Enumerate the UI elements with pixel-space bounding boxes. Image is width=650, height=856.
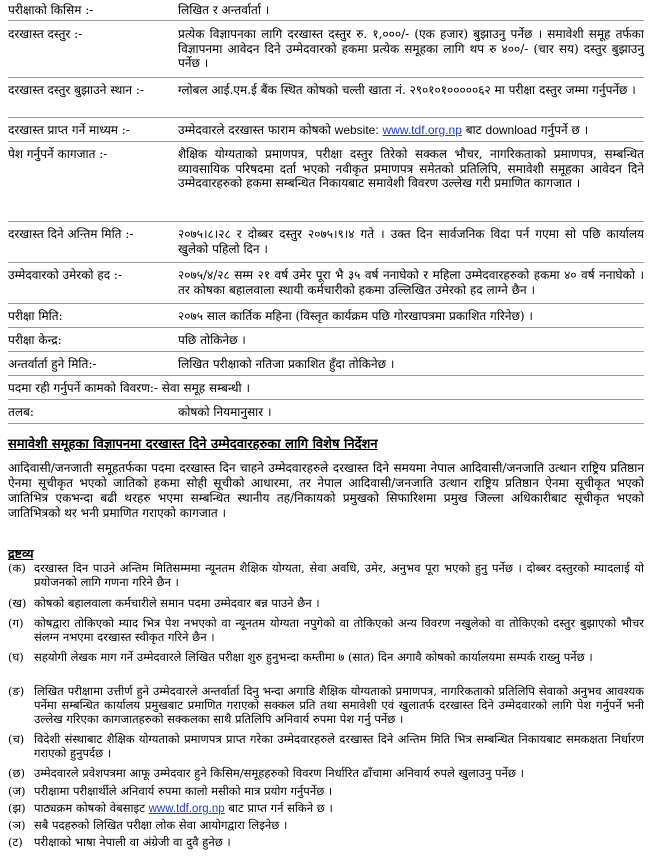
row-divider xyxy=(8,141,644,142)
detail-value-text: उम्मेदवारले दरखास्त फाराम कोषको xyxy=(178,123,335,137)
detail-value: २०७५ साल कार्तिक महिना (विस्तृत कार्यक्रम पछि गोरखापत्रमा प्रकाशित गरिनेछ) । xyxy=(178,309,533,323)
notes-heading: द्रष्टव्य xyxy=(8,546,34,561)
syllabus-website-link[interactable]: www.tdf.org.np xyxy=(148,803,225,815)
row-divider xyxy=(8,375,644,376)
note-marker: (ङ) xyxy=(8,684,25,698)
note-text: उम्मेदवारले प्रवेशपत्रमा आफू उम्मेदवार हुने किसिम/समूहहरुको विवरण निर्धारित ढाँचामा अनिवार्य रुपले खुलाउनु पर्नेछ । xyxy=(34,766,525,780)
row-divider xyxy=(8,20,644,21)
detail-value-text: बाट xyxy=(461,123,486,137)
detail-label: पेश गर्नुपर्ने कागजात :- xyxy=(8,147,108,161)
note-text: कोषको बहालवाला कर्मचारीले समान पदमा उम्मेदवार बन्न पाउने छैन । xyxy=(34,596,320,610)
note-text: लिखित परीक्षामा उत्तीर्ण हुने उम्मेदवारले अन्तर्वार्ता दिनु भन्दा अगाडि शैक्षिक योग्यताको प्रमाणपत्र, नागरिकताको प्रतिलिपि सेवाको अनुभव आवश्यक पर्नेमा सम्बन्धित कार्यालय प्रमुखबाट प्रमाणित गराएको सक्कल प्रति तथा समावेशी एवं खुलातर्फ दरखास्त दिने उम्मेदवारको लागि पेश गर्नुपर्ने भनी उल्लेख गरिएका कागजातहरुको सक्कलका साथै प्रतिलिपि अनिवार्य रुपमा पेश गर्नु पर्नेछ । xyxy=(34,684,644,727)
detail-value: लिखित परीक्षाको नतिजा प्रकाशित हुँदा तोकिनेछ । xyxy=(178,357,395,371)
note-marker: (ज) xyxy=(8,784,26,798)
detail-value: २०७५/४/२८ सम्म २१ वर्ष उमेर पूरा भै ३५ वर्ष ननाघेको र महिला उम्मेदवारहरुको हकमा ४० वर्ष ननाघेको । तर कोषका बहालवाला स्थायी कर्मचारीको हकमा उल्लिखित उमेरको हद लाग्ने छैन । xyxy=(178,268,644,297)
note-text-pre: पाठ्यक्रम कोषको वेबसाइट xyxy=(34,801,149,815)
note-text: कोषद्वारा तोकिएको म्याद भित्र पेश नभएको वा न्यूनतम योग्यता नपुगेको वा तोकिएको अन्य विवरण नखुलेको वा तोकिएको दस्तुर बुझाएको भौचर संलग्न नभएमा दरखास्त स्वीकृत गरिने छैन । xyxy=(34,616,644,645)
detail-value: ग्लोबल आई.एम.ई बैंक स्थित कोषको चल्ती खाता नं. २९०१०१०००००६२ मा परीक्षा दस्तुर जम्मा गर्नुपर्नेछ । xyxy=(178,83,636,97)
detail-label: परीक्षाको किसिम :- xyxy=(8,3,94,17)
row-divider xyxy=(8,221,644,222)
row-divider xyxy=(8,423,644,424)
note-marker: (ट) xyxy=(8,835,23,849)
detail-label: दरखास्त प्राप्त गर्ने माध्यम :- xyxy=(8,123,130,137)
row-divider xyxy=(8,399,644,400)
note-marker: (च) xyxy=(8,732,25,746)
row-divider xyxy=(8,117,644,118)
note-marker: (छ) xyxy=(8,766,26,780)
note-text-post: बाट प्राप्त गर्न सकिने छ । xyxy=(224,801,333,815)
row-divider xyxy=(8,303,644,304)
row-divider xyxy=(8,327,644,328)
detail-value: प्रत्येक विज्ञापनका लागि दरखास्त दस्तुर रु. १,०००/- (एक हजार) बुझाउनु पर्नेछ । समावेशी समूह तर्फका विज्ञापनमा आवेदन दिने उम्मेदवारको हकमा प्रत्येक समूहका लागि थप रु ४००/- (चार सय) दस्तुर बुझाउनु पर्नेछ । xyxy=(178,27,644,70)
section-heading: समावेशी समूहका विज्ञापनमा दरखास्त दिने उम्मेदवारहरुका लागि विशेष निर्देशन xyxy=(8,437,378,452)
note-text: सबै पदहरुको लिखित परीक्षा लोक सेवा आयोगद्वारा लिइनेछ । xyxy=(34,818,288,832)
detail-value-text: गर्नुपर्ने छ । xyxy=(536,123,589,137)
detail-label: दरखास्त दस्तुर बुझाउने स्थान :- xyxy=(8,83,144,97)
row-divider xyxy=(8,351,644,352)
detail-value: लिखित र अन्तर्वार्ता । xyxy=(178,3,270,17)
detail-label: दरखास्त दिने अन्तिम मिति :- xyxy=(8,227,134,241)
detail-value: कोषको नियमानुसार । xyxy=(178,405,272,419)
detail-value: पछि तोकिनेछ । xyxy=(178,333,246,347)
note-marker: (ग) xyxy=(8,616,24,630)
note-marker: (ख) xyxy=(8,596,27,610)
detail-label: उम्मेदवारको उमेरको हद :- xyxy=(8,268,122,282)
detail-label: अन्तर्वार्ता हुने मिति:- xyxy=(8,357,97,371)
detail-value xyxy=(178,123,644,138)
detail-label: परीक्षा मिति: xyxy=(8,309,63,323)
note-text xyxy=(34,801,644,816)
note-text: परीक्षामा परीक्षार्थीले अनिवार्य रुपमा कालो मसीको मात्र प्रयोग गर्नुपर्नेछ । xyxy=(34,784,333,798)
note-text: परीक्षाको भाषा नेपाली वा अंग्रेजी वा दुवै हुनेछ । xyxy=(34,835,231,849)
note-text: दरखास्त दिन पाउने अन्तिम मितिसम्ममा न्यूनतम शैक्षिक योग्यता, सेवा अवधि, उमेर, अनुभव पूरा भएको हुनु पर्नेछ । दोब्बर दस्तुरको म्यादलाई यो प्रयोजनको लागि गणना गरिने छैन । xyxy=(34,561,644,590)
note-text: सहयोगी लेखक माग गर्ने उम्मेदवारले लिखित परीक्षा शुरु हुनुभन्दा कम्तीमा ७ (सात) दिन अगावै कोषको कार्यालयमा सम्पर्क राख्नु पर्नेछ । xyxy=(34,650,593,664)
row-divider xyxy=(8,262,644,263)
detail-value: २०७५।८।२८ र दोब्बर दस्तुर २०७५।९।४ गते । उक्त दिन सार्वजनिक विदा पर्न गएमा सो पछि कार्यालय खुलेको पहिलो दिन । xyxy=(178,227,644,256)
detail-label: परीक्षा केन्द्र: xyxy=(8,333,62,347)
section-paragraph: आदिवासी/जनजाती समूहतर्फका पदमा दरखास्त दिन चाहने उम्मेदवारहरुले दरखास्त दिने समयमा नेपाल आदिवासी/जनजाति उत्थान राष्ट्रिय प्रतिष्ठान ऐनमा सूचीकृत भएको जातिको हकमा सोही सूचीको आधारमा, तर नेपाल आदिवासी/जनजाति उत्थान राष्ट्रिय प्रतिष्ठान ऐनमा सूचीकृत भएको जातिभित्र एकभन्दा बढी थरहरु भएमा सम्बन्धित स्थानीय तह/निकायको प्रमुखको सिफारिशमा प्रमुख जिल्ला अधिकारीबाट सूचीकृत भएको जातिभित्रको थर भनी प्रमाणित गराएको कागजात । xyxy=(8,461,644,520)
website-link[interactable]: www.tdf.org.np xyxy=(382,123,462,137)
note-marker: (झ) xyxy=(8,801,26,815)
website-word: website: xyxy=(334,123,379,137)
note-marker: (ञ) xyxy=(8,818,26,832)
download-word: download xyxy=(485,123,537,137)
detail-value: शैक्षिक योग्यताको प्रमाणपत्र, परीक्षा दस्तुर तिरेको सक्कल भौचर, नागरिकताको प्रमाणपत्र, सम्बन्धित व्यावसायिक परिषदमा दर्ता भएको नवीकृत प्रमाणपत्र समेतको प्रतिलिपि, समावेशी समूहका आवेदन दिने उम्मेदवारहरुको हकमा सम्बन्धित निकायबाट समावेशी विवरण उल्लेख गरी प्रमाणित कागजात । xyxy=(178,147,644,190)
detail-label: दरखास्त दस्तुर :- xyxy=(8,27,83,41)
note-marker: (क) xyxy=(8,561,26,575)
note-marker: (घ) xyxy=(8,650,24,664)
detail-label: तलब: xyxy=(8,405,34,419)
detail-label: पदमा रही गर्नुपर्ने कामको विवरण:- सेवा समूह सम्बन्धी । xyxy=(8,381,251,395)
row-divider xyxy=(8,77,644,78)
note-text: विदेशी संस्थाबाट शैक्षिक योग्यताको प्रमाणपत्र प्राप्त गरेका उम्मेदवारहरुले दरखास्त दिने अन्तिम मिति भित्र सम्बन्धित निकायबाट समकक्षता निर्धारण गराएको हुनुपर्दछ । xyxy=(34,732,644,761)
